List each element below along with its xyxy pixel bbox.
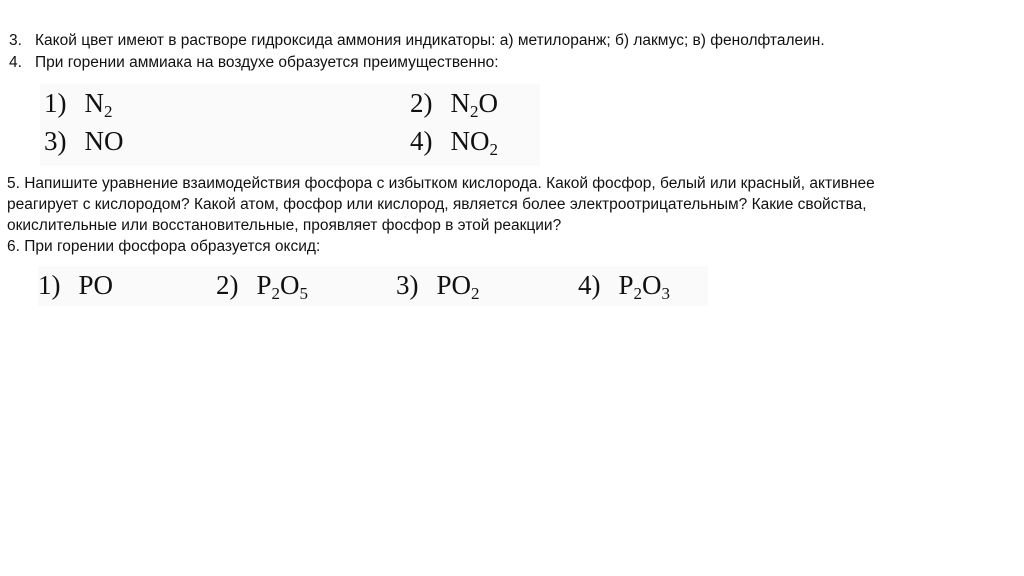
q6-option-1: 1) PO [38, 270, 114, 300]
question-6-text: 6. При горении фосфора образуется оксид: [7, 238, 321, 255]
q6-option-3: 3) $PO_2$ [396, 270, 480, 303]
question-4-text: При горении аммиака на воздухе образуется преимущественно: [35, 54, 499, 71]
question-4-options-image [40, 84, 540, 166]
question-3-text: Какой цвет имеют в растворе гидроксида аммония индикаторы: а) метилоранж; б) лакмус; в) фенолфталеин. [35, 32, 825, 49]
question-5-and-6 [7, 173, 997, 257]
question-5-line-3: окислительные или восстановительные, проявляет фосфор в этой реакции? [7, 217, 562, 234]
q4-option-2: 2) $N_2O$ [410, 88, 498, 121]
question-6-options-image [38, 266, 708, 306]
question-4-number: 4. [9, 54, 22, 71]
question-5-line-1: 5. Напишите уравнение взаимодействия фосфора с избытком кислорода. Какой фосфор, белый или красный, активнее [7, 175, 875, 192]
question-4 [9, 52, 499, 73]
q4-option-4: 4) $NO_2$ [410, 126, 498, 159]
q4-option-3: 3) NO [44, 126, 124, 156]
question-3-number: 3. [9, 32, 22, 49]
q6-option-4: 4) $P_2O_3$ [578, 270, 671, 303]
q6-option-2: 2) $P_2O_5$ [216, 270, 309, 303]
q4-option-1: 1) $N_2$ [44, 88, 113, 121]
question-3 [9, 30, 825, 51]
question-5-line-2: реагирует с кислородом? Какой атом, фосфор или кислород, является более электроотрицательным? Какие свойства, [7, 196, 867, 213]
